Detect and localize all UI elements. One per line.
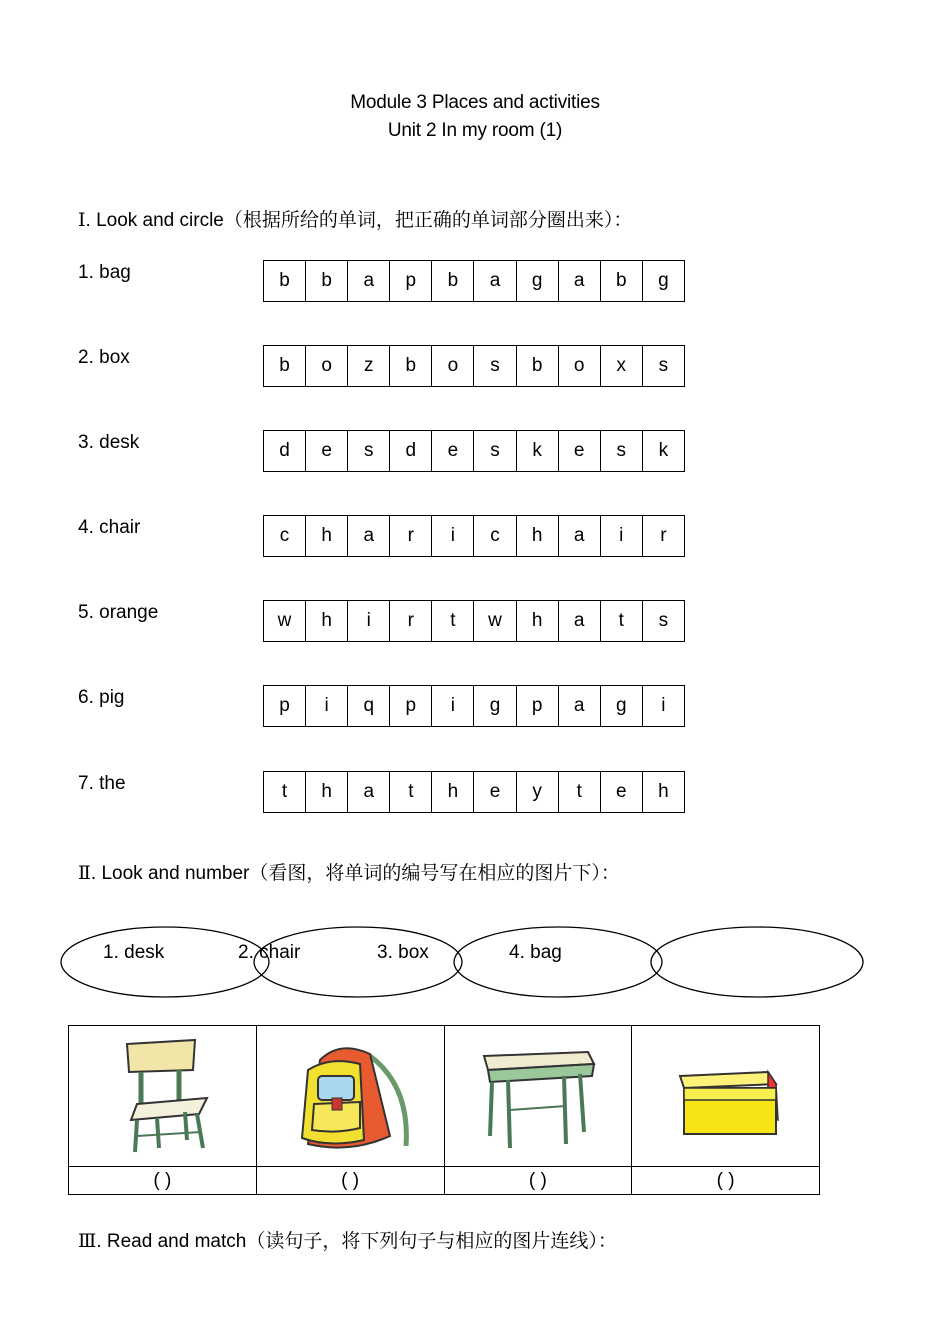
letter-cell[interactable]: r xyxy=(660,525,667,546)
letter-grid xyxy=(263,515,685,557)
letter-cell[interactable]: h xyxy=(517,601,559,641)
letter-cell[interactable]: o xyxy=(559,346,601,386)
letter-cell[interactable]: z xyxy=(348,346,390,386)
letter-cell[interactable]: i xyxy=(601,516,643,556)
desk-icon xyxy=(468,1036,608,1156)
unit-title: Unit 2 In my room (1) xyxy=(387,120,563,141)
letter-cell[interactable]: e xyxy=(306,431,348,471)
letter-grid xyxy=(263,345,685,387)
letter-cell[interactable]: e xyxy=(432,431,474,471)
letter-cell[interactable]: b xyxy=(390,346,432,386)
answer-blank-3[interactable]: ( ) xyxy=(528,1169,547,1191)
option-ovals xyxy=(58,924,868,1000)
word-label: 4. chair xyxy=(78,517,141,538)
letter-cell[interactable]: g xyxy=(474,686,516,726)
letter-cell[interactable]: q xyxy=(348,686,390,726)
letter-cell[interactable]: a xyxy=(348,261,390,301)
chair-icon xyxy=(97,1036,227,1156)
letter-cell[interactable]: i xyxy=(432,516,474,556)
section-3-title: . Read and match xyxy=(96,1231,247,1252)
option-desk: 1. desk xyxy=(103,942,165,963)
word-label: 3. desk xyxy=(78,432,140,453)
section-1-heading xyxy=(78,205,632,232)
letter-cell[interactable]: p xyxy=(264,686,306,726)
letter-grid xyxy=(263,430,685,472)
option-box: 3. box xyxy=(377,942,429,963)
letter-cell[interactable]: t xyxy=(264,772,306,812)
letter-cell[interactable]: x xyxy=(601,346,643,386)
option-chair: 2. chair xyxy=(238,942,301,963)
letter-cell[interactable]: a xyxy=(559,261,601,301)
section-2-instruction: （看图，将单词的编号写在相应的图片下）： xyxy=(249,863,620,884)
letter-cell[interactable]: g xyxy=(658,270,669,291)
letter-cell[interactable]: r xyxy=(390,601,432,641)
letter-cell[interactable]: a xyxy=(348,772,390,812)
letter-cell[interactable]: h xyxy=(306,601,348,641)
module-title: Module 3 Places and activities xyxy=(350,92,600,113)
oval-4 xyxy=(651,927,863,997)
section-2-heading xyxy=(78,858,620,885)
letter-cell[interactable]: w xyxy=(264,601,306,641)
letter-cell[interactable]: s xyxy=(658,355,669,376)
letter-grid xyxy=(263,600,685,642)
letter-cell[interactable]: t xyxy=(559,772,601,812)
section-1-numeral: Ⅰ xyxy=(78,210,86,231)
letter-cell[interactable]: s xyxy=(348,431,390,471)
word-label: 2. box xyxy=(78,347,130,368)
backpack-icon xyxy=(280,1036,420,1156)
letter-cell[interactable]: b xyxy=(432,261,474,301)
letter-cell[interactable]: h xyxy=(432,772,474,812)
section-3-numeral: Ⅲ xyxy=(78,1231,97,1252)
letter-grid xyxy=(263,685,685,727)
letter-cell[interactable]: k xyxy=(517,431,559,471)
letter-cell[interactable]: g xyxy=(517,261,559,301)
section-2-numeral: Ⅱ xyxy=(78,863,91,884)
picture-cell-3 xyxy=(445,1026,633,1194)
picture-table xyxy=(68,1025,820,1195)
letter-cell[interactable]: c xyxy=(474,516,516,556)
answer-blank-1[interactable]: ( ) xyxy=(153,1169,172,1191)
letter-cell[interactable]: w xyxy=(474,601,516,641)
letter-cell[interactable]: a xyxy=(474,261,516,301)
letter-cell[interactable]: p xyxy=(390,261,432,301)
word-label: 6. pig xyxy=(78,687,125,708)
section-1-instruction: （根据所给的单词，把正确的单词部分圈出来）： xyxy=(223,210,633,231)
box-icon xyxy=(656,1036,796,1156)
letter-cell[interactable]: s xyxy=(474,431,516,471)
letter-cell[interactable]: s xyxy=(601,431,643,471)
letter-cell[interactable]: a xyxy=(559,516,601,556)
letter-cell[interactable]: g xyxy=(601,686,643,726)
section-3-heading xyxy=(78,1226,617,1253)
letter-cell[interactable]: r xyxy=(390,516,432,556)
letter-cell[interactable]: a xyxy=(559,686,601,726)
letter-cell[interactable]: d xyxy=(264,431,306,471)
letter-cell[interactable]: h xyxy=(306,772,348,812)
letter-cell[interactable]: o xyxy=(432,346,474,386)
letter-cell[interactable]: y xyxy=(517,772,559,812)
letter-cell[interactable]: s xyxy=(474,346,516,386)
answer-blank-4[interactable]: ( ) xyxy=(716,1169,735,1191)
letter-cell[interactable]: t xyxy=(601,601,643,641)
letter-cell[interactable]: h xyxy=(306,516,348,556)
letter-cell[interactable]: e xyxy=(601,772,643,812)
letter-cell[interactable]: b xyxy=(264,346,306,386)
word-label: 5. orange xyxy=(78,602,159,623)
letter-cell[interactable]: h xyxy=(658,781,669,802)
letter-cell[interactable]: i xyxy=(348,601,390,641)
letter-cell[interactable]: a xyxy=(559,601,601,641)
letter-cell[interactable]: b xyxy=(306,261,348,301)
section-1-title: . Look and circle xyxy=(85,210,224,231)
letter-cell[interactable]: t xyxy=(432,601,474,641)
letter-cell[interactable]: d xyxy=(390,431,432,471)
letter-cell[interactable]: b xyxy=(264,261,306,301)
letter-cell[interactable]: a xyxy=(348,516,390,556)
letter-cell[interactable]: c xyxy=(264,516,306,556)
letter-cell[interactable]: o xyxy=(306,346,348,386)
letter-cell[interactable]: e xyxy=(559,431,601,471)
letter-cell[interactable]: k xyxy=(658,440,669,461)
picture-cell-4 xyxy=(632,1026,819,1194)
letter-cell[interactable]: i xyxy=(306,686,348,726)
section-3-instruction: （读句子，将下列句子与相应的图片连线）： xyxy=(246,1231,617,1252)
letter-cell[interactable]: i xyxy=(432,686,474,726)
letter-cell[interactable]: p xyxy=(517,686,559,726)
letter-grid xyxy=(263,260,685,302)
letter-grid xyxy=(263,771,685,813)
answer-blank-2[interactable]: ( ) xyxy=(341,1169,360,1191)
section-2-title: . Look and number xyxy=(90,863,250,884)
letter-cell[interactable]: p xyxy=(390,686,432,726)
letter-cell[interactable]: h xyxy=(517,516,559,556)
letter-cell[interactable]: i xyxy=(661,695,666,716)
letter-cell[interactable]: s xyxy=(658,610,669,631)
picture-cell-1 xyxy=(69,1026,257,1194)
word-label: 7. the xyxy=(78,773,126,794)
picture-cell-2 xyxy=(257,1026,445,1194)
option-bag: 4. bag xyxy=(509,942,562,963)
word-label: 1. bag xyxy=(78,262,131,283)
letter-cell[interactable]: t xyxy=(390,772,432,812)
letter-cell[interactable]: b xyxy=(517,346,559,386)
letter-cell[interactable]: b xyxy=(601,261,643,301)
letter-cell[interactable]: e xyxy=(474,772,516,812)
